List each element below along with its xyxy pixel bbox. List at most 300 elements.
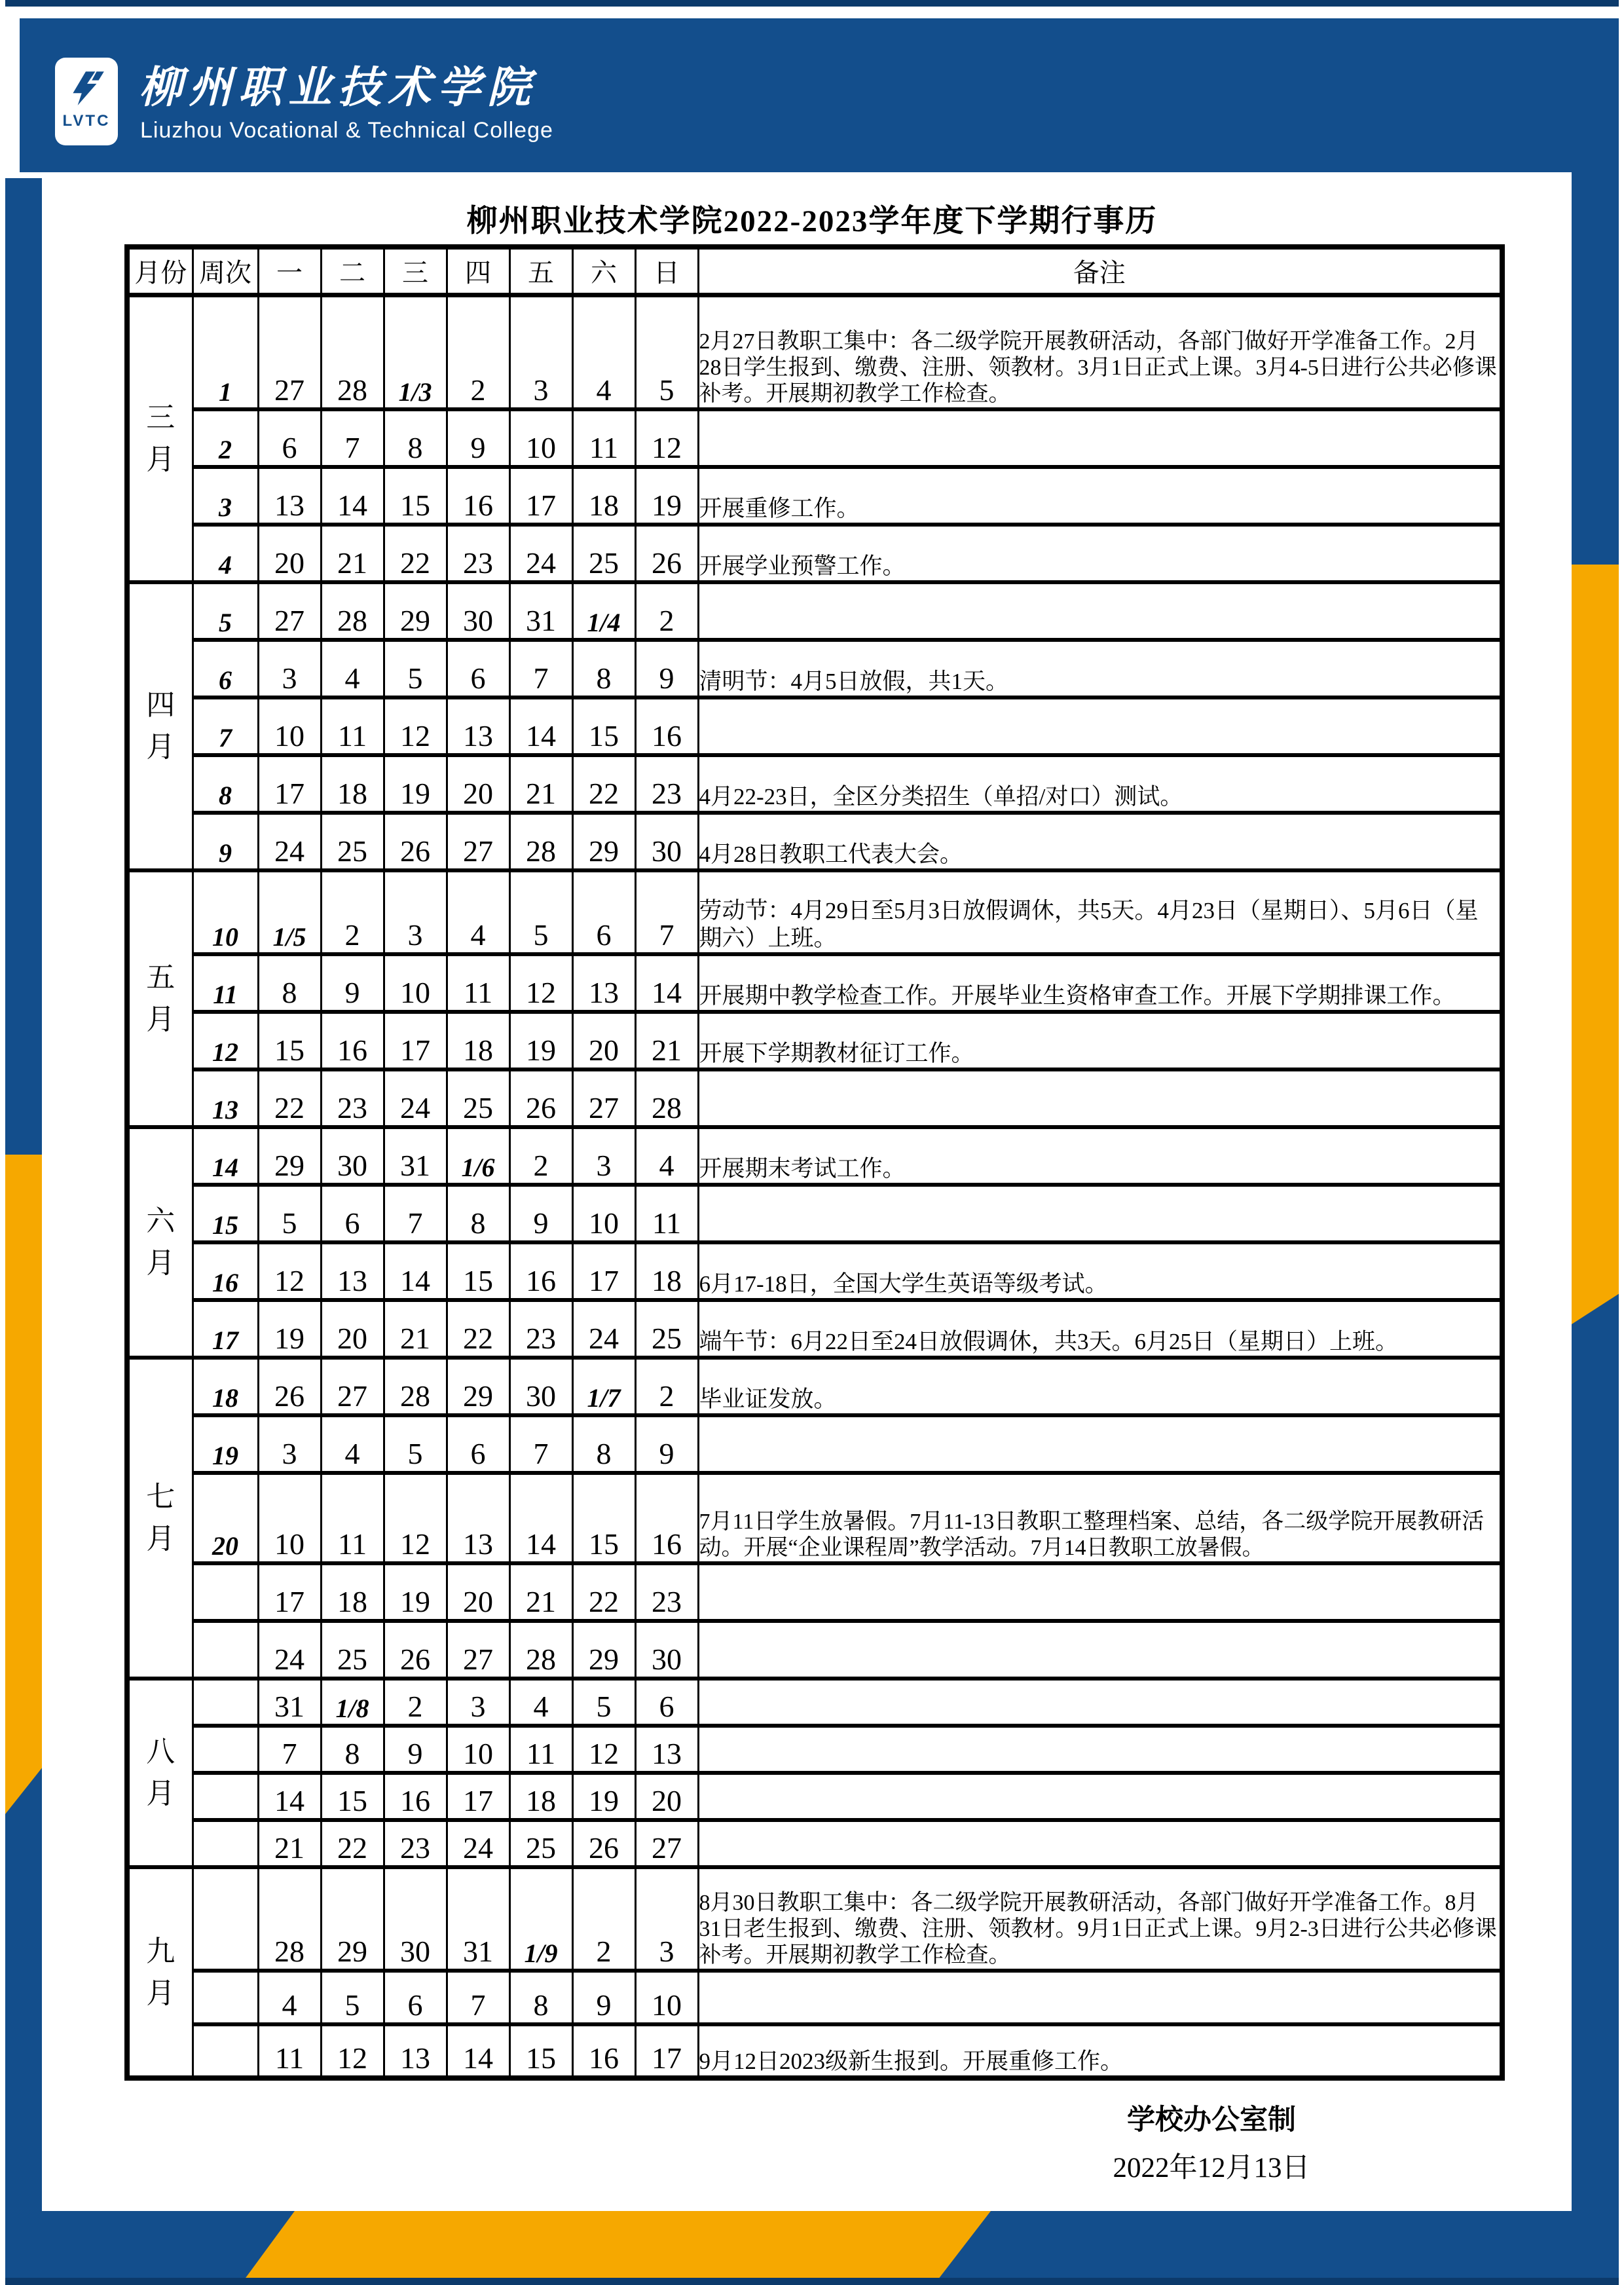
day-cell: 2	[447, 295, 509, 409]
note-cell: 4月28日教职工代表大会。	[698, 813, 1502, 870]
note-cell	[698, 1415, 1502, 1473]
table-row	[127, 1679, 1502, 1726]
table-header-row	[127, 247, 1502, 295]
day-cell: 1/5	[258, 870, 321, 954]
day-cell: 6	[447, 640, 509, 697]
day-cell: 17	[384, 1012, 447, 1069]
day-cell: 20	[572, 1012, 635, 1069]
column-header-2: 一	[258, 247, 321, 295]
day-cell: 9	[321, 954, 384, 1012]
day-cell: 13	[447, 697, 509, 755]
week-number-cell	[193, 1820, 258, 1867]
day-cell: 10	[447, 1726, 509, 1773]
day-cell: 2	[635, 582, 698, 640]
week-number-cell: 10	[193, 870, 258, 954]
table-row	[127, 409, 1502, 467]
day-cell: 7	[447, 1971, 509, 2024]
day-cell: 20	[321, 1300, 384, 1358]
table-row	[127, 1069, 1502, 1127]
day-cell: 15	[258, 1012, 321, 1069]
note-cell: 6月17-18日，全国大学生英语等级考试。	[698, 1242, 1502, 1300]
day-cell: 14	[384, 1242, 447, 1300]
day-cell: 18	[509, 1773, 572, 1820]
day-cell: 2	[635, 1358, 698, 1415]
note-cell: 开展学业预警工作。	[698, 525, 1502, 582]
day-cell: 17	[258, 1563, 321, 1621]
day-cell: 13	[447, 1473, 509, 1563]
table-row	[127, 525, 1502, 582]
day-cell: 10	[635, 1971, 698, 2024]
day-cell: 18	[635, 1242, 698, 1300]
day-cell: 14	[447, 2024, 509, 2078]
day-cell: 15	[447, 1242, 509, 1300]
day-cell: 27	[258, 582, 321, 640]
day-cell: 14	[635, 954, 698, 1012]
week-number-cell: 17	[193, 1300, 258, 1358]
top-dark-strip	[5, 0, 1619, 7]
note-cell	[698, 1069, 1502, 1127]
day-cell: 12	[258, 1242, 321, 1300]
week-number-cell: 4	[193, 525, 258, 582]
day-cell: 24	[258, 1621, 321, 1679]
day-cell: 11	[509, 1726, 572, 1773]
day-cell: 27	[258, 295, 321, 409]
day-cell: 1/3	[384, 295, 447, 409]
day-cell: 12	[384, 697, 447, 755]
day-cell: 11	[258, 2024, 321, 2078]
day-cell: 14	[258, 1773, 321, 1820]
note-cell	[698, 697, 1502, 755]
day-cell: 19	[384, 1563, 447, 1621]
day-cell: 19	[509, 1012, 572, 1069]
week-number-cell	[193, 1726, 258, 1773]
day-cell: 6	[572, 870, 635, 954]
day-cell: 26	[572, 1820, 635, 1867]
day-cell: 4	[447, 870, 509, 954]
day-cell: 18	[321, 755, 384, 813]
week-number-cell	[193, 1867, 258, 1971]
week-number-cell: 19	[193, 1415, 258, 1473]
day-cell: 9	[509, 1185, 572, 1242]
day-cell: 7	[509, 1415, 572, 1473]
day-cell: 28	[635, 1069, 698, 1127]
day-cell: 25	[572, 525, 635, 582]
column-header-6: 五	[509, 247, 572, 295]
day-cell: 1/6	[447, 1127, 509, 1185]
day-cell: 25	[447, 1069, 509, 1127]
day-cell: 16	[384, 1773, 447, 1820]
week-number-cell	[193, 1621, 258, 1679]
day-cell: 23	[447, 525, 509, 582]
week-number-cell: 14	[193, 1127, 258, 1185]
day-cell: 3	[572, 1127, 635, 1185]
day-cell: 10	[258, 1473, 321, 1563]
day-cell: 4	[635, 1127, 698, 1185]
week-number-cell	[193, 2024, 258, 2078]
day-cell: 12	[384, 1473, 447, 1563]
day-cell: 24	[509, 525, 572, 582]
week-number-cell: 2	[193, 409, 258, 467]
week-number-cell: 13	[193, 1069, 258, 1127]
day-cell: 11	[635, 1185, 698, 1242]
day-cell: 29	[258, 1127, 321, 1185]
day-cell: 28	[509, 813, 572, 870]
day-cell: 2	[321, 870, 384, 954]
day-cell: 29	[321, 1867, 384, 1971]
day-cell: 4	[509, 1679, 572, 1726]
day-cell: 1/9	[509, 1867, 572, 1971]
day-cell: 8	[384, 409, 447, 467]
day-cell: 20	[447, 755, 509, 813]
day-cell: 27	[321, 1358, 384, 1415]
day-cell: 7	[321, 409, 384, 467]
day-cell: 5	[321, 1971, 384, 2024]
note-cell: 2月27日教职工集中：各二级学院开展教研活动，各部门做好开学准备工作。2月28日学生报到、缴费、注册、领教材。3月1日正式上课。3月4-5日进行公共必修课补考。开展期初教学工作检查。	[698, 295, 1502, 409]
day-cell: 8	[258, 954, 321, 1012]
table-row	[127, 1773, 1502, 1820]
left-border-orange-accent	[5, 1155, 42, 1814]
day-cell: 26	[509, 1069, 572, 1127]
day-cell: 26	[384, 1621, 447, 1679]
logo-abbr-text: LVTC	[62, 112, 111, 130]
day-cell: 26	[384, 813, 447, 870]
table-row	[127, 870, 1502, 954]
day-cell: 4	[321, 640, 384, 697]
day-cell: 16	[572, 2024, 635, 2078]
table-row	[127, 755, 1502, 813]
day-cell: 2	[509, 1127, 572, 1185]
day-cell: 30	[635, 813, 698, 870]
table-row	[127, 813, 1502, 870]
right-border-orange-accent	[1572, 565, 1619, 1324]
day-cell: 31	[384, 1127, 447, 1185]
day-cell: 27	[447, 1621, 509, 1679]
week-number-cell: 3	[193, 467, 258, 525]
college-name-chinese: 柳州职业技术学院	[139, 62, 537, 113]
day-cell: 30	[384, 1867, 447, 1971]
table-row	[127, 640, 1502, 697]
day-cell: 3	[447, 1679, 509, 1726]
week-number-cell	[193, 1679, 258, 1726]
day-cell: 3	[258, 640, 321, 697]
note-cell: 端午节：6月22日至24日放假调休，共3天。6月25日（星期日）上班。	[698, 1300, 1502, 1358]
day-cell: 22	[384, 525, 447, 582]
note-cell: 开展重修工作。	[698, 467, 1502, 525]
day-cell: 5	[572, 1679, 635, 1726]
day-cell: 9	[635, 640, 698, 697]
table-row	[127, 295, 1502, 409]
day-cell: 8	[572, 1415, 635, 1473]
day-cell: 5	[258, 1185, 321, 1242]
day-cell: 3	[258, 1415, 321, 1473]
week-number-cell: 11	[193, 954, 258, 1012]
month-cell: 八 月	[127, 1679, 193, 1867]
footer-office-label: 学校办公室制	[1127, 2105, 1296, 2136]
college-header-band	[20, 18, 1619, 172]
month-cell: 六 月	[127, 1127, 193, 1358]
day-cell: 9	[572, 1971, 635, 2024]
day-cell: 19	[635, 467, 698, 525]
day-cell: 28	[321, 582, 384, 640]
day-cell: 26	[258, 1358, 321, 1415]
day-cell: 14	[509, 1473, 572, 1563]
day-cell: 4	[572, 295, 635, 409]
note-cell	[698, 1971, 1502, 2024]
day-cell: 16	[447, 467, 509, 525]
day-cell: 13	[635, 1726, 698, 1773]
note-cell: 开展期末考试工作。	[698, 1127, 1502, 1185]
note-cell: 9月12日2023级新生报到。开展重修工作。	[698, 2024, 1502, 2078]
day-cell: 3	[384, 870, 447, 954]
day-cell: 14	[321, 467, 384, 525]
day-cell: 18	[321, 1563, 384, 1621]
day-cell: 31	[447, 1867, 509, 1971]
day-cell: 19	[572, 1773, 635, 1820]
note-cell: 开展期中教学检查工作。开展毕业生资格审查工作。开展下学期排课工作。	[698, 954, 1502, 1012]
day-cell: 24	[384, 1069, 447, 1127]
table-row	[127, 1358, 1502, 1415]
note-cell: 毕业证发放。	[698, 1358, 1502, 1415]
month-cell: 七 月	[127, 1358, 193, 1679]
day-cell: 27	[572, 1069, 635, 1127]
day-cell: 13	[321, 1242, 384, 1300]
day-cell: 5	[384, 1415, 447, 1473]
week-number-cell: 18	[193, 1358, 258, 1415]
day-cell: 12	[635, 409, 698, 467]
day-cell: 21	[384, 1300, 447, 1358]
day-cell: 25	[321, 813, 384, 870]
day-cell: 8	[572, 640, 635, 697]
day-cell: 22	[447, 1300, 509, 1358]
day-cell: 21	[509, 755, 572, 813]
day-cell: 23	[321, 1069, 384, 1127]
day-cell: 29	[572, 1621, 635, 1679]
day-cell: 17	[572, 1242, 635, 1300]
day-cell: 15	[321, 1773, 384, 1820]
day-cell: 13	[258, 467, 321, 525]
day-cell: 20	[635, 1773, 698, 1820]
day-cell: 3	[509, 295, 572, 409]
week-number-cell: 6	[193, 640, 258, 697]
day-cell: 19	[384, 755, 447, 813]
footer-date: 2022年12月13日	[1113, 2153, 1310, 2183]
table-row	[127, 467, 1502, 525]
day-cell: 26	[635, 525, 698, 582]
day-cell: 8	[509, 1971, 572, 2024]
day-cell: 4	[258, 1971, 321, 2024]
day-cell: 25	[321, 1621, 384, 1679]
table-row	[127, 1415, 1502, 1473]
day-cell: 12	[572, 1726, 635, 1773]
day-cell: 6	[258, 409, 321, 467]
day-cell: 28	[321, 295, 384, 409]
note-cell	[698, 582, 1502, 640]
note-cell	[698, 1621, 1502, 1679]
week-number-cell: 16	[193, 1242, 258, 1300]
table-row	[127, 1300, 1502, 1358]
note-cell	[698, 1679, 1502, 1726]
note-cell: 4月22-23日，全区分类招生（单招/对口）测试。	[698, 755, 1502, 813]
day-cell: 22	[572, 1563, 635, 1621]
day-cell: 2	[384, 1679, 447, 1726]
note-cell	[698, 1820, 1502, 1867]
day-cell: 1/7	[572, 1358, 635, 1415]
day-cell: 24	[258, 813, 321, 870]
table-row	[127, 1185, 1502, 1242]
day-cell: 7	[635, 870, 698, 954]
day-cell: 18	[572, 467, 635, 525]
day-cell: 16	[321, 1012, 384, 1069]
day-cell: 7	[258, 1726, 321, 1773]
month-cell: 四 月	[127, 582, 193, 870]
day-cell: 28	[384, 1358, 447, 1415]
day-cell: 13	[572, 954, 635, 1012]
day-cell: 12	[509, 954, 572, 1012]
table-row	[127, 697, 1502, 755]
day-cell: 20	[258, 525, 321, 582]
day-cell: 29	[384, 582, 447, 640]
day-cell: 23	[635, 755, 698, 813]
day-cell: 17	[635, 2024, 698, 2078]
day-cell: 15	[509, 2024, 572, 2078]
day-cell: 6	[447, 1415, 509, 1473]
table-row	[127, 954, 1502, 1012]
day-cell: 31	[258, 1679, 321, 1726]
week-number-cell	[193, 1971, 258, 2024]
day-cell: 5	[509, 870, 572, 954]
note-cell: 8月30日教职工集中：各二级学院开展教研活动，各部门做好开学准备工作。8月31日老生报到、缴费、注册、领教材。9月1日正式上课。9月2-3日进行公共必修课补考。开展期初教学工作检查。	[698, 1867, 1502, 1971]
week-number-cell: 20	[193, 1473, 258, 1563]
day-cell: 5	[635, 295, 698, 409]
day-cell: 6	[384, 1971, 447, 2024]
day-cell: 24	[447, 1820, 509, 1867]
day-cell: 16	[509, 1242, 572, 1300]
college-name-english: Liuzhou Vocational & Technical College	[140, 118, 553, 143]
day-cell: 23	[384, 1820, 447, 1867]
day-cell: 15	[384, 467, 447, 525]
table-row	[127, 1242, 1502, 1300]
day-cell: 17	[258, 755, 321, 813]
table-row	[127, 1971, 1502, 2024]
day-cell: 13	[384, 2024, 447, 2078]
bottom-dark-strip	[5, 2278, 1619, 2285]
day-cell: 12	[321, 2024, 384, 2078]
day-cell: 29	[447, 1358, 509, 1415]
day-cell: 21	[258, 1820, 321, 1867]
day-cell: 16	[635, 697, 698, 755]
day-cell: 15	[572, 1473, 635, 1563]
table-row	[127, 1820, 1502, 1867]
table-row	[127, 582, 1502, 640]
day-cell: 30	[509, 1358, 572, 1415]
day-cell: 10	[384, 954, 447, 1012]
table-row	[127, 1127, 1502, 1185]
day-cell: 22	[258, 1069, 321, 1127]
day-cell: 2	[572, 1867, 635, 1971]
note-cell: 劳动节：4月29日至5月3日放假调休，共5天。4月23日（星期日）、5月6日（星期六）上班。	[698, 870, 1502, 954]
day-cell: 6	[321, 1185, 384, 1242]
day-cell: 7	[384, 1185, 447, 1242]
note-cell: 开展下学期教材征订工作。	[698, 1012, 1502, 1069]
day-cell: 27	[635, 1820, 698, 1867]
lightning-bolt-icon	[65, 63, 108, 113]
day-cell: 24	[572, 1300, 635, 1358]
column-header-1: 周次	[193, 247, 258, 295]
week-number-cell	[193, 1563, 258, 1621]
week-number-cell: 9	[193, 813, 258, 870]
day-cell: 17	[509, 467, 572, 525]
day-cell: 21	[321, 525, 384, 582]
college-logo	[55, 58, 118, 145]
day-cell: 30	[635, 1621, 698, 1679]
day-cell: 10	[258, 697, 321, 755]
table-row	[127, 1726, 1502, 1773]
day-cell: 7	[509, 640, 572, 697]
note-cell: 7月11日学生放暑假。7月11-13日教职工整理档案、总结，各二级学院开展教研活动。开展“企业课程周”教学活动。7月14日教职工放暑假。	[698, 1473, 1502, 1563]
note-cell: 清明节：4月5日放假，共1天。	[698, 640, 1502, 697]
day-cell: 11	[321, 1473, 384, 1563]
day-cell: 21	[635, 1012, 698, 1069]
column-header-9: 备注	[698, 247, 1502, 295]
table-row	[127, 1563, 1502, 1621]
day-cell: 22	[321, 1820, 384, 1867]
table-row	[127, 1012, 1502, 1069]
day-cell: 9	[447, 409, 509, 467]
column-header-0: 月份	[127, 247, 193, 295]
table-row	[127, 1621, 1502, 1679]
day-cell: 21	[509, 1563, 572, 1621]
day-cell: 25	[635, 1300, 698, 1358]
day-cell: 9	[384, 1726, 447, 1773]
day-cell: 5	[384, 640, 447, 697]
note-cell	[698, 1185, 1502, 1242]
day-cell: 8	[321, 1726, 384, 1773]
day-cell: 3	[635, 1867, 698, 1971]
column-header-5: 四	[447, 247, 509, 295]
day-cell: 20	[447, 1563, 509, 1621]
day-cell: 8	[447, 1185, 509, 1242]
day-cell: 28	[509, 1621, 572, 1679]
note-cell	[698, 409, 1502, 467]
day-cell: 23	[509, 1300, 572, 1358]
day-cell: 18	[447, 1012, 509, 1069]
note-cell	[698, 1563, 1502, 1621]
column-header-8: 日	[635, 247, 698, 295]
day-cell: 16	[635, 1473, 698, 1563]
month-cell: 五 月	[127, 870, 193, 1127]
day-cell: 17	[447, 1773, 509, 1820]
day-cell: 9	[635, 1415, 698, 1473]
day-cell: 28	[258, 1867, 321, 1971]
note-cell	[698, 1726, 1502, 1773]
week-number-cell: 7	[193, 697, 258, 755]
day-cell: 10	[509, 409, 572, 467]
day-cell: 29	[572, 813, 635, 870]
column-header-4: 三	[384, 247, 447, 295]
day-cell: 11	[447, 954, 509, 1012]
day-cell: 10	[572, 1185, 635, 1242]
day-cell: 27	[447, 813, 509, 870]
table-row	[127, 1473, 1502, 1563]
calendar-table	[124, 244, 1505, 2081]
day-cell: 14	[509, 697, 572, 755]
day-cell: 15	[572, 697, 635, 755]
month-cell: 九 月	[127, 1867, 193, 2078]
day-cell: 30	[321, 1127, 384, 1185]
day-cell: 1/4	[572, 582, 635, 640]
week-number-cell: 5	[193, 582, 258, 640]
day-cell: 23	[635, 1563, 698, 1621]
